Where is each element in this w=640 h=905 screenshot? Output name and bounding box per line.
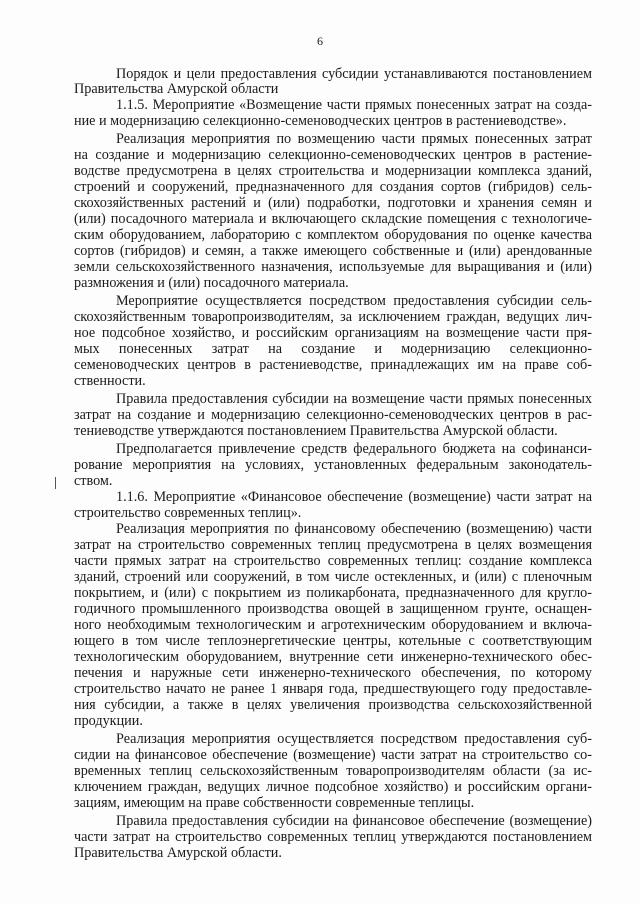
text-line: ного необходимым технологическим и агротехническим оборудованием и включа- [74,617,592,633]
text-line: годичного промышленного производства овощей в защищенном грунте, оснащен- [74,601,592,617]
text-line: ским оборудованием, лабораторию с комплектом оборудования по оценке качества [74,227,592,243]
text-line: ственности. [74,373,146,389]
text-line: продукции. [74,713,143,729]
text-line: зациям, имеющим на праве собственности современные теплицы. [74,795,475,811]
text-line: размножения и (или) посадочного материала. [74,275,349,291]
text-line: ключением граждан, ведущих личное подсобное хозяйство) и российским органи- [74,779,592,795]
text-line: Порядок и цели предоставления субсидии устанавливаются постановлением [116,66,592,82]
text-line: Предполагается привлечение средств федерального бюджета на софинанси- [116,441,592,457]
text-line: ством. [74,473,113,489]
text-line: строительство современных теплиц». [74,505,302,521]
text-line: покрытием, и (или) с покрытием из поликарбоната, предназначенного для кругло- [74,585,592,601]
text-line: водстве предусмотрена в целях строительства и модернизации комплекса зданий, [74,163,592,179]
text-line: 1.1.5. Мероприятие «Возмещение части прямых понесенных затрат на созда- [116,97,592,113]
text-line: затрат на строительство современных теплиц предусмотрена в целях возмещения [74,537,592,553]
text-line: технологическим оборудованием, внутренние сети инженерно-технического обес- [74,649,592,665]
text-line: мых понесенных затрат на создание и модернизацию селекционно- [74,341,592,357]
text-line: тениеводстве утверждаются постановлением Правительства Амурской области. [74,423,558,439]
text-line: зданий, строений или сооружений, в том числе остекленных, и (или) с пленочным [74,569,592,585]
text-line: сортов (гибридов) и семян, а также имеющего собственные и (или) арендованные [74,243,592,259]
text-line: Реализация мероприятия осуществляется посредством предоставления суб- [116,731,592,747]
text-line: строений и сооружений, предназначенного для создания сортов (гибридов) сель- [74,179,592,195]
text-line: Правила предоставления субсидии на финансовое обеспечение (возмещение) [116,813,592,829]
text-line: Мероприятие осуществляется посредством предоставления субсидии сель- [116,293,592,309]
text-line: семеноводческих центров в растениеводстве, принадлежащих им на праве соб- [74,357,592,373]
text-line: 1.1.6. Мероприятие «Финансовое обеспечение (возмещение) части затрат на [116,489,592,505]
text-line: Правительства Амурской области. [74,845,282,861]
text-line: затрат на создание и модернизацию селекционно-семеноводческих центров в рас- [74,407,592,423]
text-line: Реализация мероприятия по финансовому обеспечению (возмещению) части [116,521,592,537]
text-line: Правительства Амурской области [74,81,279,97]
text-line: ние и модернизацию селекционно-семеноводческих центров в растениеводстве». [74,113,567,129]
text-line: ное подсобное хозяйство, и российским организациям на возмещение части пря- [74,325,592,341]
text-line: сидии на финансовое обеспечение (возмещение) части затрат на строительство со- [74,747,592,763]
text-line: рование мероприятия на условиях, установленных федеральным законодатель- [74,457,592,473]
text-line: Реализация мероприятия по возмещению части прямых понесенных затрат [116,131,592,147]
text-line: скохозяйственным товаропроизводителям, за исключением граждан, ведущих лич- [74,309,592,325]
text-line: временных теплиц сельскохозяйственным товаропроизводителям области (за ис- [74,763,592,779]
text-line: земли сельскохозяйственного назначения, используемые для выращивания и (или) [74,259,592,275]
text-line: строительство начато не ранее 1 января года, предшествующего году предоставле- [74,681,592,697]
text-line: части затрат на строительство современных теплиц утверждаются постановлением [74,829,592,845]
text-line: (или) посадочного материала и включающего складские помещения с технологиче- [74,211,592,227]
text-line: ния субсидии, а также в целях увеличения производства сельскохозяйственной [74,697,592,713]
text-line: Правила предоставления субсидии на возмещение части прямых понесенных [116,391,592,407]
text-line: ющего в том числе теплоэнергетические центры, котельные с соответствующим [74,633,592,649]
text-line: на создание и модернизацию селекционно-семеноводческих центров в растение- [74,147,592,163]
text-line: скохозяйственных растений и (или) подработки, подготовки и хранения семян и [74,195,592,211]
text-line: части прямых затрат на строительство современных теплиц: создание комплекса [74,553,592,569]
page-number: 6 [317,34,323,48]
text-line: печения и наружные сети инженерно-технического обеспечения, по которому [74,665,592,681]
